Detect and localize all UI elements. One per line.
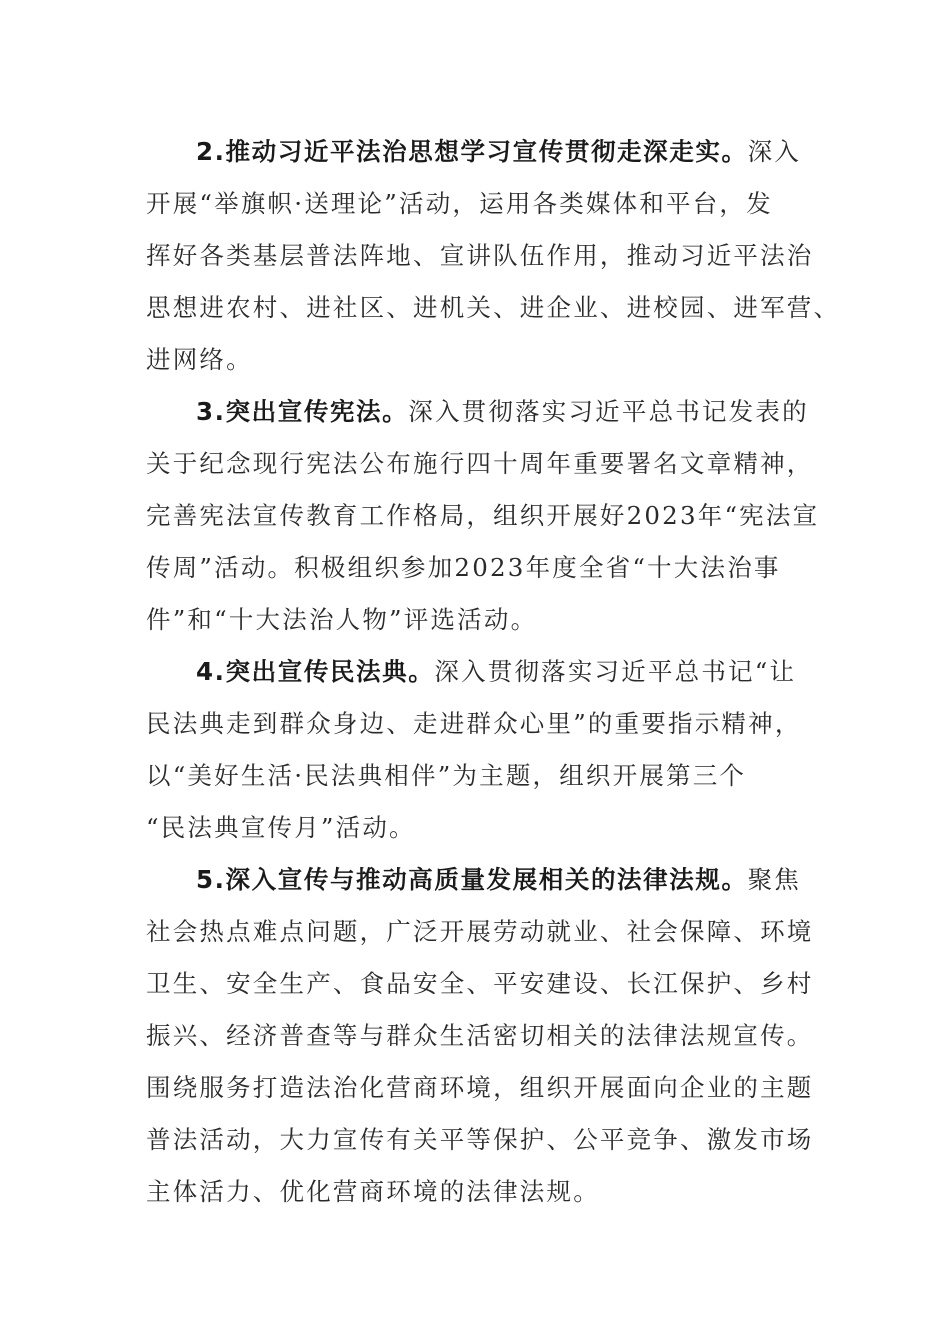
paragraph-line: 振兴、经济普查等与群众生活密切相关的法律法规宣传。 — [146, 1021, 814, 1050]
paragraph-heading: 5.深入宣传与推动高质量发展相关的法律法规。 — [196, 865, 748, 894]
paragraph-line: “民法典宣传月”活动。 — [146, 813, 416, 842]
paragraph-line — [146, 646, 806, 698]
paragraph-line — [146, 386, 809, 438]
paragraph-line: 关于纪念现行宪法公布施行四十周年重要署名文章精神， — [146, 449, 814, 478]
paragraph-text: 深入 — [747, 137, 801, 166]
paragraph-heading: 2.推动习近平法治思想学习宣传贯彻走深走实。 — [196, 137, 748, 166]
paragraph-line — [146, 126, 806, 178]
paragraph-line: 社会热点难点问题，广泛开展劳动就业、社会保障、环境 — [146, 917, 814, 946]
paragraph-line: 以“美好生活·民法典相伴”为主题，组织开展第三个 — [146, 761, 747, 790]
paragraph-line: 传周”活动。积极组织参加2023年度全省“十大法治事 — [146, 553, 781, 582]
paragraph-heading: 3.突出宣传宪法。 — [196, 397, 409, 426]
paragraph-line: 围绕服务打造法治化营商环境，组织开展面向企业的主题 — [146, 1073, 814, 1102]
paragraph-line — [146, 854, 806, 906]
paragraph-line: 开展“举旗帜·送理论”活动，运用各类媒体和平台，发 — [146, 189, 773, 218]
paragraph-line: 件”和“十大法治人物”评选活动。 — [146, 605, 538, 634]
paragraph-line: 卫生、安全生产、食品安全、平安建设、长江保护、乡村 — [146, 969, 814, 998]
paragraph-line: 完善宪法宣传教育工作格局，组织开展好2023年“宪法宣 — [146, 501, 820, 530]
document-body — [146, 126, 841, 1218]
paragraph-3 — [146, 386, 820, 646]
paragraph-2 — [146, 126, 841, 386]
paragraph-line: 思想进农村、进社区、进机关、进企业、进校园、进军营、 — [146, 293, 841, 322]
paragraph-line: 进网络。 — [146, 345, 253, 374]
paragraph-line: 民法典走到群众身边、走进群众心里”的重要指示精神， — [146, 709, 802, 738]
paragraph-heading: 4.突出宣传民法典。 — [196, 657, 435, 686]
paragraph-line: 挥好各类基层普法阵地、宣讲队伍作用，推动习近平法治 — [146, 241, 814, 270]
paragraph-5 — [146, 854, 814, 1218]
paragraph-text: 深入贯彻落实习近平总书记发表的 — [408, 397, 809, 426]
paragraph-4 — [146, 646, 806, 854]
paragraph-text: 深入贯彻落实习近平总书记“让 — [434, 657, 797, 686]
paragraph-line: 普法活动，大力宣传有关平等保护、公平竞争、激发市场 — [146, 1125, 814, 1154]
paragraph-text: 聚焦 — [747, 865, 801, 894]
paragraph-line: 主体活力、优化营商环境的法律法规。 — [146, 1177, 600, 1206]
